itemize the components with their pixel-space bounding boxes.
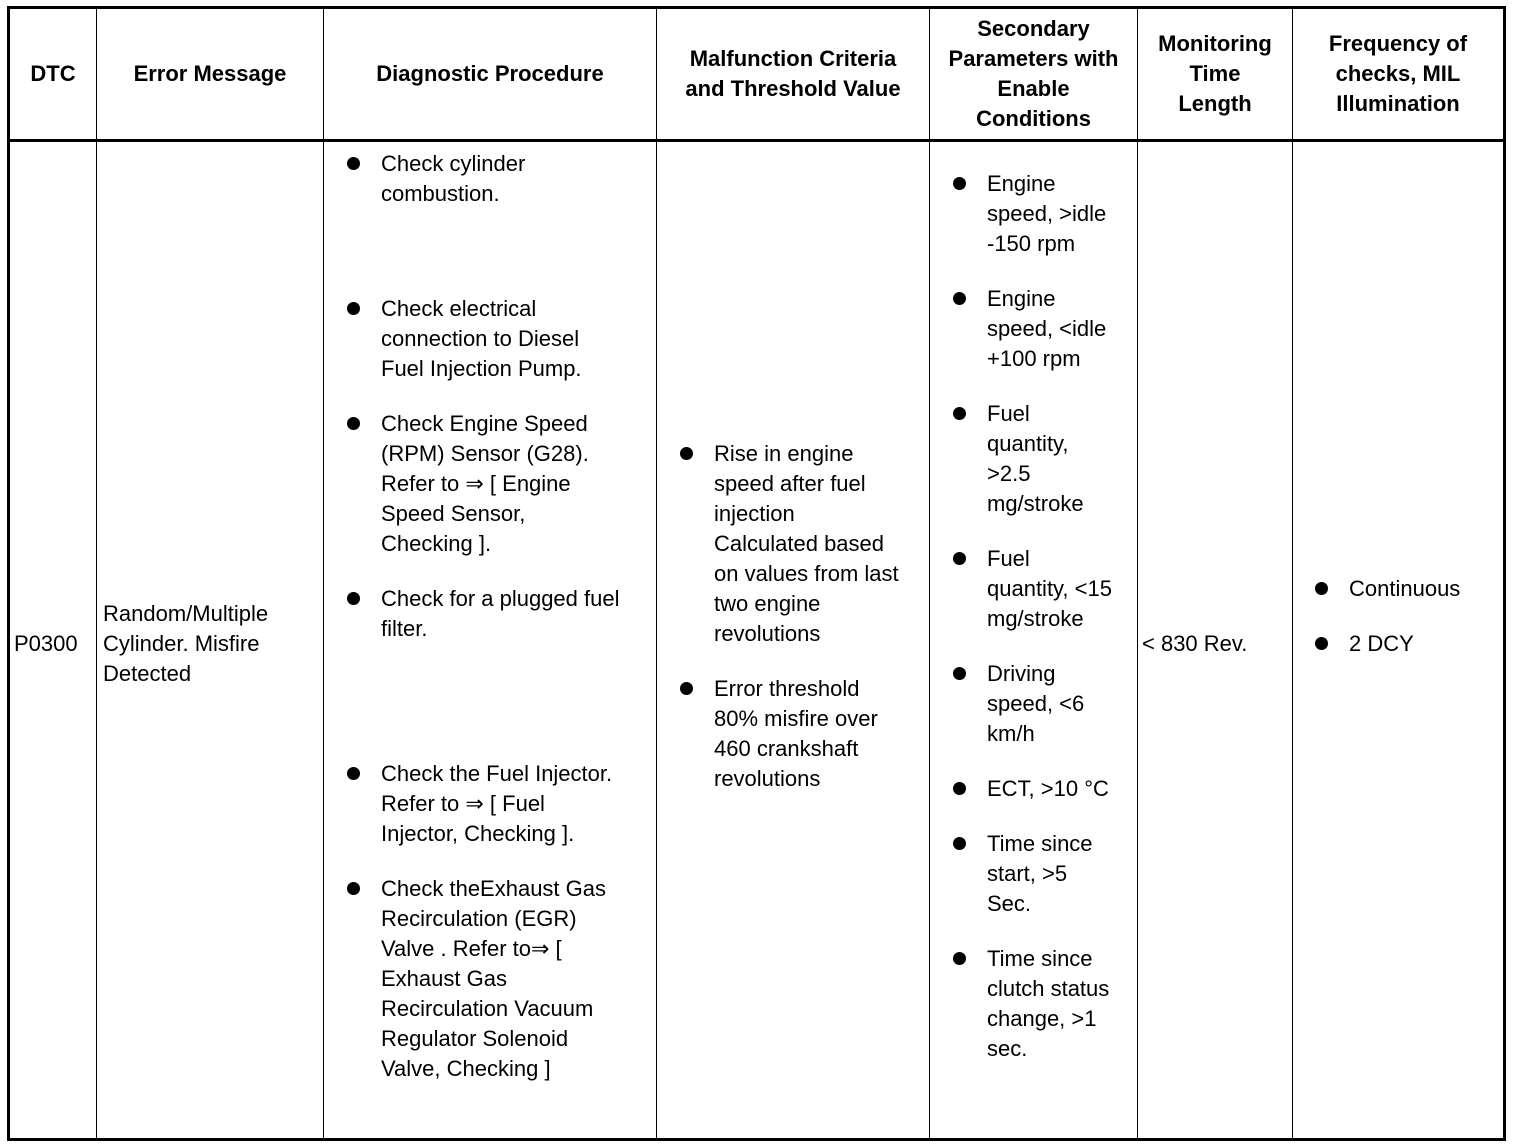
text-line: Checking ]. xyxy=(381,531,492,556)
text-line: Secondary xyxy=(977,16,1090,41)
text-line: Enable xyxy=(997,76,1070,101)
procedure-item xyxy=(347,294,620,384)
text-line: 460 crankshaft xyxy=(714,736,859,761)
text-line: ECT, >10 °C xyxy=(987,776,1109,801)
text-line: connection to Diesel xyxy=(381,326,580,351)
text-line: Conditions xyxy=(976,106,1091,131)
text-line: revolutions xyxy=(714,766,821,791)
text-line: Time since xyxy=(987,831,1093,856)
text-line: revolutions xyxy=(714,621,821,646)
text-line: Fuel xyxy=(987,546,1030,571)
header-error-message xyxy=(97,9,323,139)
text-line: combustion. xyxy=(381,181,500,206)
text-line: speed after fuel xyxy=(714,471,866,496)
text-line: Cylinder. Misfire xyxy=(103,631,260,656)
text-line: Length xyxy=(1178,91,1252,116)
text-line: Check Engine Speed xyxy=(381,411,588,436)
text-line: Recirculation (EGR) xyxy=(381,906,577,931)
text-line: Valve . Refer to⇒ [ xyxy=(381,936,562,961)
text-line: Calculated based xyxy=(714,531,885,556)
text-line: Error Message xyxy=(133,61,287,86)
text-line: Valve, Checking ] xyxy=(381,1056,551,1081)
parameter-item xyxy=(953,544,1112,634)
procedure-item xyxy=(347,874,620,1084)
text-line: injection xyxy=(714,501,795,526)
text-line: Regulator Solenoid xyxy=(381,1026,569,1051)
text-line: Error threshold xyxy=(714,676,860,701)
text-line: Speed Sensor, xyxy=(381,501,526,526)
text-line: quantity, xyxy=(987,431,1069,456)
text-line: Check for a plugged fuel xyxy=(381,586,620,611)
parameter-item xyxy=(953,829,1112,919)
text-line: Check electrical xyxy=(381,296,537,321)
text-line: sec. xyxy=(987,1036,1028,1061)
header-dtc xyxy=(10,9,96,139)
text-line: Exhaust Gas xyxy=(381,966,507,991)
text-line: Diagnostic Procedure xyxy=(376,61,604,86)
text-line: Refer to ⇒ [ Engine xyxy=(381,471,571,496)
text-line: (RPM) Sensor (G28). xyxy=(381,441,589,466)
text-line: two engine xyxy=(714,591,821,616)
criteria-item xyxy=(680,674,899,794)
text-line: Rise in engine xyxy=(714,441,854,466)
text-line: mg/stroke xyxy=(987,606,1084,631)
text-line: Malfunction Criteria xyxy=(689,46,897,71)
parameter-item xyxy=(953,169,1112,259)
text-line: Detected xyxy=(103,661,192,686)
text-line: speed, <idle xyxy=(987,316,1107,341)
column-divider xyxy=(323,9,324,1138)
parameter-item xyxy=(953,774,1112,804)
text-line: speed, <6 xyxy=(987,691,1085,716)
text-line: +100 rpm xyxy=(987,346,1081,371)
text-line: quantity, <15 xyxy=(987,576,1112,601)
column-divider xyxy=(929,9,930,1138)
text-line: Driving xyxy=(987,661,1056,686)
text-line: checks, MIL xyxy=(1335,61,1461,86)
text-line: Random/Multiple xyxy=(103,601,269,626)
frequency-item xyxy=(1315,574,1460,604)
procedure-item xyxy=(347,759,620,849)
text-line: 2 DCY xyxy=(1349,631,1414,656)
text-line: Check the Fuel Injector. xyxy=(381,761,613,786)
text-line: DTC xyxy=(30,61,76,86)
column-divider xyxy=(1137,9,1138,1138)
text-line: Frequency of xyxy=(1328,31,1468,56)
parameter-item xyxy=(953,284,1112,374)
text-line: Time xyxy=(1189,61,1241,86)
text-line: Check cylinder xyxy=(381,151,526,176)
text-line: -150 rpm xyxy=(987,231,1076,256)
text-line: Recirculation Vacuum xyxy=(381,996,594,1021)
criteria-item xyxy=(680,439,899,649)
parameter-item xyxy=(953,659,1112,749)
header-secondary-parameters xyxy=(930,9,1137,139)
dtc-code: P0300 xyxy=(14,631,78,656)
text-line: Parameters with xyxy=(948,46,1119,71)
header-malfunction-criteria xyxy=(657,9,929,139)
text-line: Monitoring xyxy=(1158,31,1272,56)
column-divider xyxy=(96,9,97,1138)
text-line: km/h xyxy=(987,721,1035,746)
frequency-list xyxy=(1315,574,1460,659)
text-line: Sec. xyxy=(987,891,1032,916)
monitoring-time-value: < 830 Rev. xyxy=(1142,631,1248,656)
parameter-item xyxy=(953,399,1112,519)
text-line: Illumination xyxy=(1336,91,1460,116)
text-line: start, >5 xyxy=(987,861,1068,886)
header-divider xyxy=(10,139,1503,142)
text-line: Refer to ⇒ [ Fuel xyxy=(381,791,545,816)
text-line: filter. xyxy=(381,616,428,641)
text-line: Continuous xyxy=(1349,576,1461,601)
text-line: Time since xyxy=(987,946,1093,971)
text-line: Injector, Checking ]. xyxy=(381,821,575,846)
header-diagnostic-procedure xyxy=(324,9,656,139)
text-line: 80% misfire over xyxy=(714,706,878,731)
text-line: Check theExhaust Gas xyxy=(381,876,607,901)
malfunction-criteria-list xyxy=(680,439,899,794)
text-line: >2.5 xyxy=(987,461,1031,486)
text-line: Engine xyxy=(987,171,1056,196)
error-message xyxy=(103,599,268,689)
diagnostic-procedure-list xyxy=(347,149,620,1084)
parameter-item xyxy=(953,944,1112,1064)
text-line: on values from last xyxy=(714,561,899,586)
text-line: Fuel xyxy=(987,401,1030,426)
header-monitoring-time xyxy=(1138,9,1292,139)
text-line: Fuel Injection Pump. xyxy=(381,356,582,381)
procedure-item xyxy=(347,584,620,644)
column-divider xyxy=(656,9,657,1138)
text-line: Engine xyxy=(987,286,1056,311)
diagnostic-table xyxy=(7,6,1506,1141)
column-divider xyxy=(1292,9,1293,1138)
text-line: change, >1 xyxy=(987,1006,1097,1031)
text-line: mg/stroke xyxy=(987,491,1084,516)
text-line: speed, >idle xyxy=(987,201,1107,226)
frequency-item xyxy=(1315,629,1460,659)
text-line: and Threshold Value xyxy=(685,76,901,101)
header-frequency xyxy=(1293,9,1503,139)
secondary-parameters-list xyxy=(953,169,1112,1064)
procedure-item xyxy=(347,149,620,209)
text-line: clutch status xyxy=(987,976,1110,1001)
procedure-item xyxy=(347,409,620,559)
